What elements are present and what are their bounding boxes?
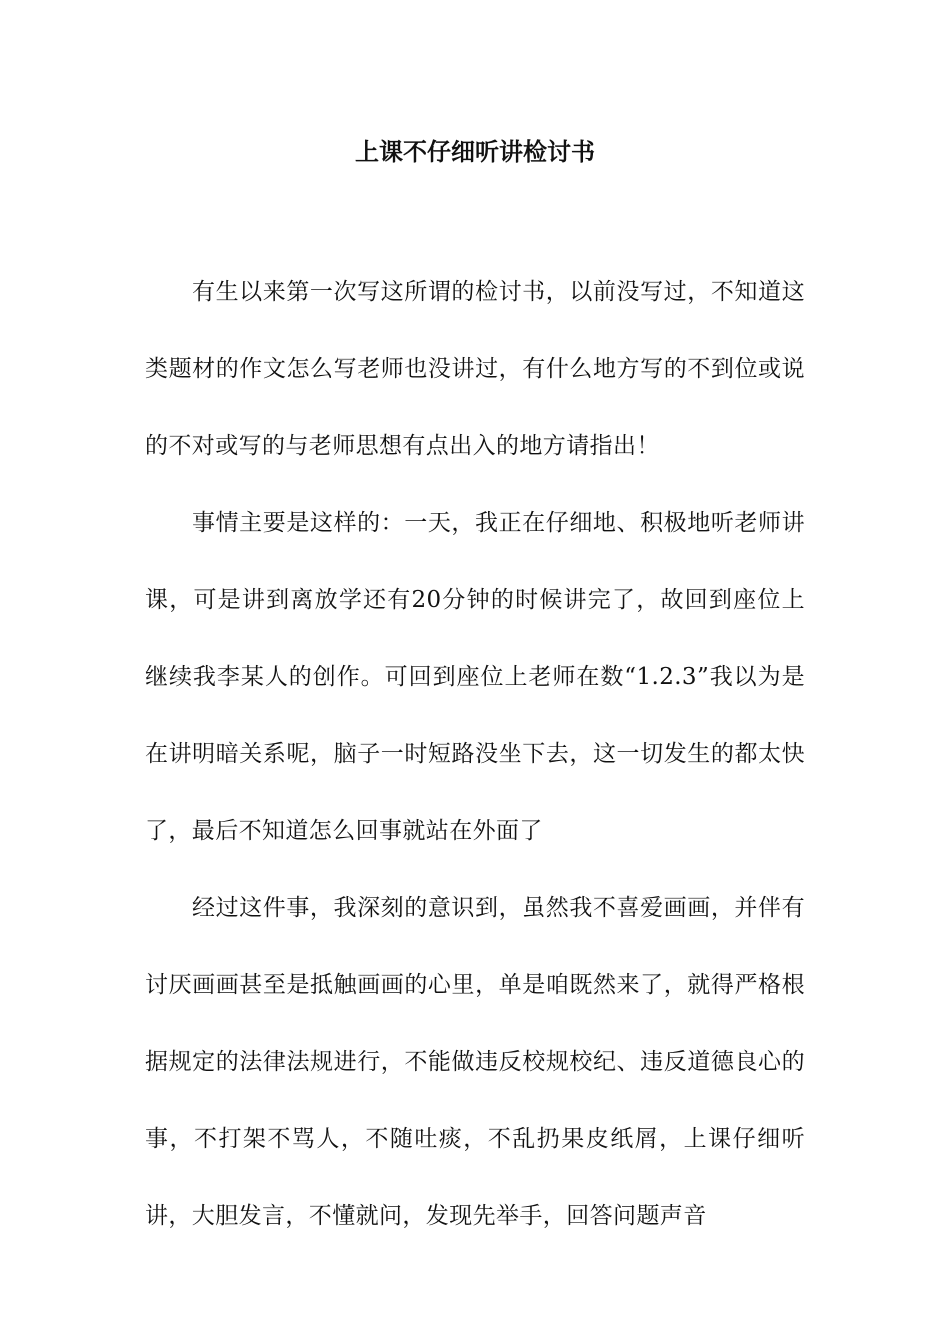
paragraph-3: 经过这件事，我深刻的意识到，虽然我不喜爱画画，并伴有讨厌画画甚至是抵触画画的心里，单是咱既然来了，就得严格根据规定的法律法规进行，不能做违反校规校纪、违反道德良心的事，不打架不骂人，不随吐痰，不乱扔果皮纸屑，上课仔细听讲，大胆发言，不懂就问，发现先举手，回答问题声音 [145,895,805,1229]
page-title: 上课不仔细听讲检讨书 [355,137,595,166]
paragraph-2: 事情主要是这样的：一天，我正在仔细地、积极地听老师讲课，可是讲到离放学还有20分钟的时候讲完了，故回到座位上继续我李某人的创作。可回到座位上老师在数“1.2.3”我以为是在讲明暗关系呢，脑子一时短路没坐下去，这一切发生的都太快了，最后不知道怎么回事就站在外面了 [145,510,805,844]
document-body [145,254,805,1255]
paragraph-1: 有生以来第一次写这所谓的检讨书，以前没写过，不知道这类题材的作文怎么写老师也没讲过，有什么地方写的不到位或说的不对或写的与老师思想有点出入的地方请指出！ [145,279,805,459]
